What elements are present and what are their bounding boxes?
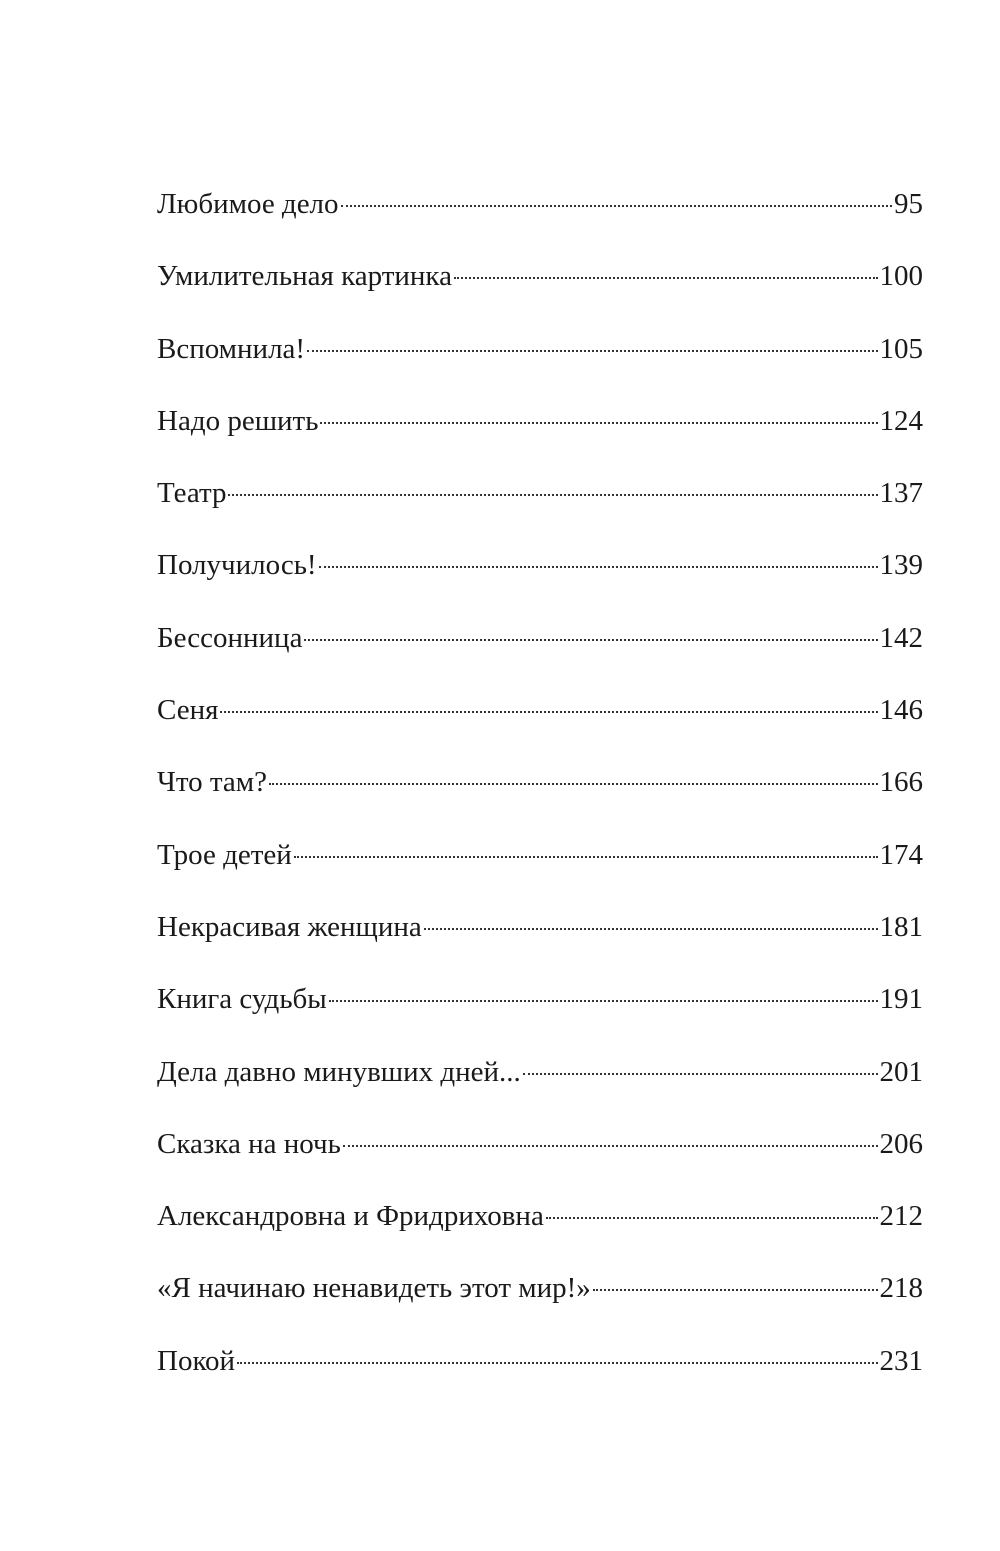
toc-entry-page: 174 <box>879 838 923 871</box>
toc-entry-title: Умилительная картинка <box>157 260 452 293</box>
toc-entry-page: 191 <box>879 983 923 1016</box>
table-of-contents <box>157 180 923 1409</box>
toc-dot-leader <box>546 1217 878 1219</box>
toc-entry[interactable] <box>157 686 923 758</box>
toc-dot-leader <box>424 928 878 930</box>
toc-entry[interactable] <box>157 325 923 397</box>
toc-entry[interactable] <box>157 252 923 324</box>
toc-entry[interactable] <box>157 1192 923 1264</box>
toc-entry-page: 218 <box>879 1272 923 1305</box>
toc-dot-leader <box>329 1000 878 1002</box>
toc-dot-leader <box>454 277 878 279</box>
toc-entry-page: 137 <box>879 477 923 510</box>
toc-entry-page: 105 <box>879 332 923 365</box>
toc-entry-title: Получилось! <box>157 549 317 582</box>
toc-dot-leader <box>343 1145 878 1147</box>
toc-dot-leader <box>341 205 892 207</box>
toc-entry[interactable] <box>157 469 923 541</box>
toc-dot-leader <box>319 566 878 568</box>
toc-entry-title: Сказка на ночь <box>157 1127 341 1160</box>
toc-entry-title: Дела давно минувших дней... <box>157 1055 521 1088</box>
toc-entry-page: 166 <box>879 766 923 799</box>
toc-entry-page: 100 <box>879 260 923 293</box>
toc-entry-title: Книга судьбы <box>157 983 327 1016</box>
toc-entry-title: Любимое дело <box>157 188 339 220</box>
toc-entry[interactable] <box>157 541 923 613</box>
toc-entry-title: Надо решить <box>157 404 319 437</box>
toc-entry[interactable] <box>157 1048 923 1120</box>
toc-entry[interactable] <box>157 975 923 1047</box>
toc-entry-page: 95 <box>894 188 923 220</box>
toc-entry[interactable] <box>157 1120 923 1192</box>
toc-entry[interactable] <box>157 831 923 903</box>
toc-entry-title: Театр <box>157 477 227 510</box>
toc-entry-title: «Я начинаю ненавидеть этот мир!» <box>157 1272 591 1305</box>
toc-entry-page: 139 <box>879 549 923 582</box>
toc-entry[interactable] <box>157 180 923 252</box>
toc-entry[interactable] <box>157 614 923 686</box>
toc-entry-title: Вспомнила! <box>157 332 306 365</box>
toc-entry[interactable] <box>157 397 923 469</box>
toc-entry-title: Что там? <box>157 766 268 799</box>
toc-entry-page: 201 <box>879 1055 923 1088</box>
toc-dot-leader <box>220 711 877 713</box>
toc-entry-page: 146 <box>879 694 923 727</box>
toc-dot-leader <box>593 1289 878 1291</box>
toc-dot-leader <box>523 1073 878 1075</box>
toc-entry-title: Бессонница <box>157 621 303 654</box>
toc-entry-page: 181 <box>879 910 923 943</box>
toc-entry-page: 142 <box>879 621 923 654</box>
toc-dot-leader <box>304 639 877 641</box>
toc-entry-page: 124 <box>879 404 923 437</box>
toc-entry[interactable] <box>157 758 923 830</box>
toc-entry[interactable] <box>157 1337 923 1409</box>
toc-dot-leader <box>320 422 877 424</box>
toc-entry-page: 212 <box>879 1200 923 1233</box>
toc-entry-title: Некрасивая женщина <box>157 910 422 943</box>
toc-dot-leader <box>228 494 877 496</box>
toc-entry-title: Александровна и Фридриховна <box>157 1200 544 1233</box>
toc-entry-page: 231 <box>879 1344 923 1377</box>
toc-entry-title: Покой <box>157 1344 236 1377</box>
toc-dot-leader <box>269 783 877 785</box>
toc-entry[interactable] <box>157 1264 923 1336</box>
toc-dot-leader <box>294 856 878 858</box>
toc-entry-page: 206 <box>879 1127 923 1160</box>
toc-entry[interactable] <box>157 903 923 975</box>
toc-entry-title: Трое детей <box>157 838 292 871</box>
toc-dot-leader <box>307 350 877 352</box>
toc-entry-title: Сеня <box>157 694 219 727</box>
toc-dot-leader <box>237 1362 877 1364</box>
